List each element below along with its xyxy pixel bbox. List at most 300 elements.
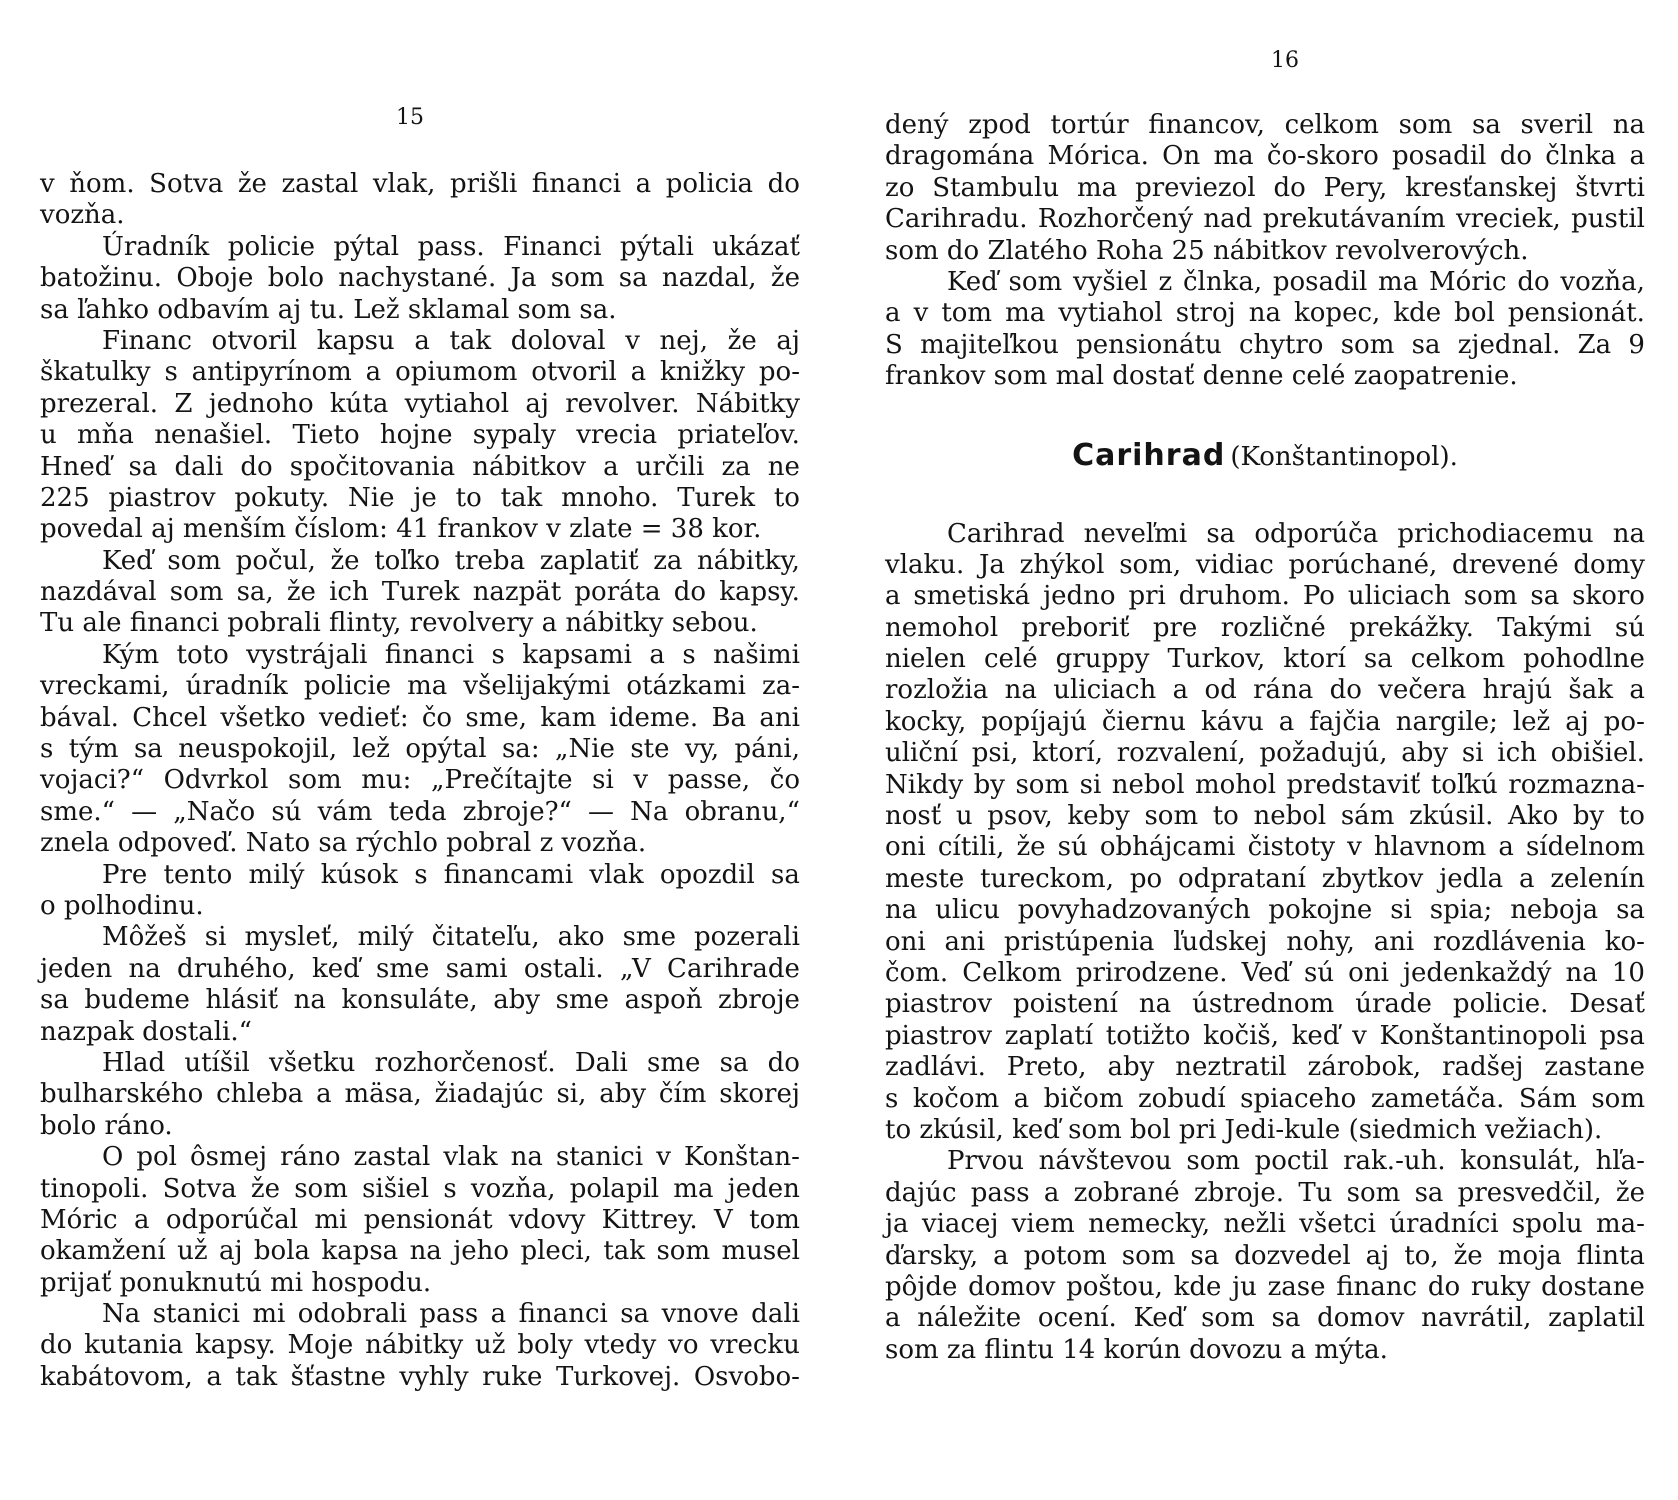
word: už bbox=[177, 1236, 208, 1267]
word: neztratil bbox=[1175, 1052, 1287, 1083]
word: dali bbox=[174, 451, 224, 482]
word: ňom. bbox=[69, 169, 135, 199]
word: oni bbox=[885, 832, 926, 863]
word: Rozhorčený bbox=[1037, 204, 1194, 235]
word: zase bbox=[1267, 1271, 1326, 1302]
word: „Nie bbox=[554, 734, 615, 765]
word: tortúr bbox=[1050, 110, 1129, 140]
word: bičom bbox=[1043, 1083, 1124, 1114]
word: Celkom bbox=[962, 957, 1062, 988]
word: dostane bbox=[1541, 1271, 1645, 1302]
word: ma bbox=[1005, 298, 1046, 329]
word: aby bbox=[1401, 738, 1449, 769]
word: 9 bbox=[1628, 329, 1645, 360]
word: ani bbox=[1373, 926, 1415, 957]
word: celkom bbox=[1284, 110, 1379, 140]
word: jednoho bbox=[208, 388, 314, 419]
word: nemecky, bbox=[1088, 1209, 1211, 1240]
text-line bbox=[885, 675, 1645, 706]
word: člnka bbox=[1545, 141, 1617, 172]
word: vytiahol bbox=[1058, 298, 1163, 329]
word: revolver. bbox=[565, 388, 680, 419]
text-line bbox=[40, 828, 800, 859]
word: ani bbox=[759, 702, 800, 733]
word: kapsy. bbox=[719, 577, 800, 608]
word: gruppy bbox=[1055, 644, 1150, 675]
text-line-content: frankov som mal dostať denne celé zaopatrenie. bbox=[885, 361, 1518, 392]
word: kde bbox=[1173, 1271, 1222, 1302]
word: zametáča. bbox=[1370, 1083, 1505, 1114]
word: vidiac bbox=[1195, 549, 1274, 580]
word: Mórica. bbox=[1047, 141, 1149, 172]
text-line bbox=[885, 1241, 1645, 1272]
text-line bbox=[885, 707, 1645, 738]
word: 10 bbox=[1611, 957, 1645, 988]
word: zbytkov bbox=[1321, 863, 1424, 894]
word: tak bbox=[500, 482, 543, 513]
word: sme bbox=[555, 985, 610, 1016]
text-line bbox=[40, 1174, 800, 1205]
word: našimi bbox=[713, 639, 800, 670]
word: a bbox=[1498, 832, 1514, 863]
word: kam bbox=[540, 702, 597, 733]
text-line-content: to zkúsil, keď som bol pri Jedi-kule (siedmich vežiach). bbox=[885, 1114, 1603, 1145]
word: som bbox=[1015, 769, 1070, 800]
word: s bbox=[164, 357, 178, 388]
word: policie bbox=[303, 671, 392, 702]
text-line bbox=[40, 546, 800, 577]
text-line bbox=[885, 864, 1645, 895]
word: vyhly bbox=[399, 1361, 469, 1392]
word: som bbox=[1121, 1240, 1176, 1271]
word: že bbox=[727, 325, 757, 356]
word: Keď bbox=[947, 266, 998, 297]
text-line bbox=[40, 357, 800, 388]
word: okamžení bbox=[40, 1236, 166, 1267]
word: Keď bbox=[1133, 1303, 1185, 1334]
text-line bbox=[885, 204, 1645, 235]
word: sme bbox=[376, 953, 430, 984]
word: financ bbox=[1336, 1271, 1418, 1302]
word: som bbox=[1463, 581, 1518, 612]
word: po- bbox=[758, 357, 800, 388]
word: kúta bbox=[329, 388, 389, 419]
word: — bbox=[131, 796, 158, 827]
word: že bbox=[330, 545, 360, 576]
word: Úradník bbox=[102, 231, 210, 262]
word: na bbox=[1612, 518, 1645, 549]
word: ideme. bbox=[609, 702, 699, 733]
word: sú bbox=[271, 796, 302, 827]
text-line bbox=[40, 1236, 800, 1267]
word: navrátil, bbox=[1421, 1303, 1532, 1334]
word: rak.-uh. bbox=[1343, 1146, 1446, 1177]
word: On bbox=[1162, 141, 1201, 172]
word: si bbox=[204, 922, 227, 953]
word: už bbox=[475, 1330, 506, 1361]
word: celkom bbox=[1410, 644, 1506, 675]
word: počul, bbox=[235, 545, 316, 576]
text-line-content: bolo ráno. bbox=[40, 1110, 173, 1141]
text-line bbox=[885, 581, 1645, 612]
word: sa bbox=[1471, 110, 1501, 140]
word: zastal bbox=[353, 1142, 431, 1173]
text-line bbox=[40, 1142, 800, 1173]
word: mäsa, bbox=[344, 1079, 422, 1110]
word: pol bbox=[136, 1142, 177, 1173]
word: nad bbox=[1203, 204, 1253, 235]
word: psov, bbox=[987, 801, 1053, 832]
word: sami bbox=[445, 953, 508, 984]
word: vlak bbox=[589, 859, 644, 890]
word: poistení bbox=[1013, 989, 1118, 1020]
word: hojne bbox=[379, 420, 453, 451]
word: Financ bbox=[102, 325, 192, 356]
word: lež bbox=[1512, 706, 1551, 737]
word: a bbox=[649, 639, 665, 670]
word: to bbox=[455, 482, 482, 513]
word: odporúča bbox=[1254, 518, 1379, 549]
text-line-content: som za flintu 14 korún dovozu a mýta. bbox=[885, 1334, 1388, 1365]
word: jedla bbox=[1439, 863, 1504, 894]
word: ostali. bbox=[523, 953, 604, 984]
text-line bbox=[40, 671, 800, 702]
word: ma bbox=[407, 671, 448, 702]
word: pristúpenia bbox=[1003, 926, 1155, 957]
word: s bbox=[40, 734, 54, 765]
word: všetci bbox=[1299, 1209, 1376, 1240]
word: že bbox=[250, 1173, 280, 1204]
word: som bbox=[656, 1236, 711, 1267]
word: a bbox=[1172, 675, 1189, 706]
word: kočiš, bbox=[1203, 1020, 1280, 1051]
word: v bbox=[656, 1142, 671, 1173]
text-line bbox=[40, 200, 800, 231]
word: financami bbox=[443, 859, 574, 890]
word: vlak, bbox=[372, 169, 436, 199]
text-line bbox=[885, 236, 1645, 267]
word: ja bbox=[885, 1209, 909, 1240]
word: otvoril bbox=[211, 325, 298, 356]
word: zadlávi. bbox=[885, 1052, 986, 1083]
word: Môžeš bbox=[102, 922, 187, 953]
word: totižto bbox=[1105, 1020, 1191, 1051]
word: nazdával bbox=[40, 577, 157, 608]
word: pass bbox=[970, 1177, 1030, 1208]
word: sa bbox=[1530, 581, 1560, 612]
word: — bbox=[588, 796, 615, 827]
word: Turkovej. bbox=[555, 1361, 681, 1392]
word: Ja bbox=[510, 263, 537, 294]
word: dragomána bbox=[885, 141, 1035, 172]
word: pokojne bbox=[1268, 895, 1373, 926]
word: za bbox=[653, 545, 683, 576]
word: pre bbox=[1152, 612, 1198, 643]
text-line bbox=[40, 1268, 800, 1299]
word: Pery, bbox=[1323, 172, 1388, 203]
word: druhého, bbox=[177, 953, 296, 984]
word: pozerali bbox=[694, 922, 800, 953]
word: porúchané, bbox=[1288, 549, 1438, 580]
word: pensionátu bbox=[1076, 329, 1222, 360]
word: piastrov bbox=[885, 989, 993, 1020]
word: kde bbox=[1393, 298, 1442, 329]
text-line bbox=[40, 326, 800, 357]
text-line bbox=[885, 832, 1645, 863]
word: vo bbox=[668, 1330, 699, 1361]
word: sme.“ bbox=[40, 796, 115, 827]
text-line bbox=[885, 330, 1645, 361]
word: lež bbox=[352, 734, 390, 765]
word: rozdlávenia bbox=[1433, 926, 1586, 957]
word: zjednal. bbox=[1457, 329, 1561, 360]
text-line bbox=[40, 922, 800, 953]
word: konsuláte, bbox=[341, 985, 478, 1016]
word: piastrov bbox=[108, 482, 216, 513]
word: a bbox=[603, 451, 619, 482]
word: na bbox=[1612, 110, 1645, 140]
word: Hneď bbox=[40, 451, 112, 482]
text-line bbox=[40, 703, 800, 734]
word: škatulky bbox=[40, 357, 151, 388]
word: sypaly bbox=[472, 420, 556, 451]
word: chytro bbox=[1238, 329, 1324, 360]
section-heading-title: Carihrad bbox=[1072, 437, 1226, 473]
word: jedenkaždý bbox=[1402, 957, 1552, 988]
word: to, bbox=[1404, 1240, 1439, 1271]
word: ulicu bbox=[935, 895, 1000, 926]
text-line bbox=[40, 232, 800, 263]
word: na bbox=[409, 1236, 442, 1267]
word: u bbox=[40, 420, 57, 451]
word: popíjajú bbox=[981, 706, 1087, 737]
word: aj bbox=[525, 388, 549, 419]
word: obišiel. bbox=[1550, 738, 1645, 769]
word: aj bbox=[218, 1236, 243, 1267]
word: prišli bbox=[449, 169, 518, 199]
text-line bbox=[885, 1335, 1645, 1366]
word: do bbox=[1499, 141, 1533, 172]
word: do bbox=[1517, 266, 1550, 297]
word: nosť bbox=[885, 801, 942, 832]
word: oni bbox=[1348, 957, 1389, 988]
word: psa bbox=[1599, 1020, 1645, 1051]
word: nebol bbox=[1111, 769, 1185, 800]
word: konsulát, bbox=[1460, 1146, 1581, 1177]
word: fajčia bbox=[1309, 706, 1381, 737]
word: pass. bbox=[417, 231, 485, 262]
word: Nábitky bbox=[695, 388, 800, 419]
word: vojaci?“ bbox=[40, 765, 145, 796]
word: som bbox=[288, 765, 342, 796]
word: som bbox=[550, 263, 605, 294]
word: neveľmi bbox=[1083, 518, 1188, 549]
word: Nikdy bbox=[885, 769, 964, 800]
text-line-content: nazpak dostali.“ bbox=[40, 1016, 252, 1047]
word: tom bbox=[941, 298, 993, 329]
word: Konštantinopoli bbox=[1379, 1020, 1587, 1051]
text-line-content: sa ľahko odbavím aj tu. Lež sklamal som sa. bbox=[40, 294, 617, 325]
word: policia bbox=[665, 169, 754, 199]
word: tinopoli. bbox=[40, 1173, 149, 1204]
word: predstaviť bbox=[1286, 769, 1421, 800]
word: Po bbox=[1302, 581, 1335, 612]
word: Preto, bbox=[1006, 1052, 1087, 1083]
word: milý bbox=[248, 859, 305, 890]
word: stanici bbox=[555, 1142, 644, 1173]
word: ľudskej bbox=[1173, 926, 1268, 957]
word: jeden bbox=[727, 1173, 800, 1204]
word: v bbox=[633, 765, 649, 796]
word: stanici bbox=[152, 1299, 240, 1330]
word: ktorí, bbox=[1032, 738, 1103, 769]
word: nábitky, bbox=[697, 545, 800, 576]
word: aspoň bbox=[624, 985, 703, 1016]
text-line bbox=[40, 169, 800, 200]
word: kapsu bbox=[316, 325, 395, 356]
word: si bbox=[592, 765, 614, 796]
text-block-before-heading bbox=[885, 110, 1645, 393]
word: rána bbox=[1253, 675, 1314, 706]
word: a bbox=[993, 1240, 1009, 1271]
word: vdovy bbox=[508, 1204, 586, 1235]
word: čom. bbox=[885, 957, 949, 988]
word: Moje bbox=[287, 1330, 354, 1361]
word: financi bbox=[384, 639, 475, 670]
word: dozvedel bbox=[1234, 1240, 1351, 1271]
text-line bbox=[40, 1362, 800, 1393]
word: si bbox=[1079, 769, 1102, 800]
word: nazdal, bbox=[661, 263, 757, 294]
word: sa bbox=[133, 734, 163, 765]
word: zhýkol bbox=[1019, 549, 1105, 580]
word: Tieto bbox=[292, 420, 360, 451]
word: passe, bbox=[667, 765, 751, 796]
text-line bbox=[885, 1146, 1645, 1177]
word: O bbox=[102, 1142, 124, 1173]
word: kutania bbox=[84, 1330, 184, 1361]
word: vreciek, bbox=[1455, 204, 1561, 235]
word: preboriť bbox=[1021, 612, 1130, 643]
word: a bbox=[885, 581, 901, 612]
word: skoro bbox=[1572, 581, 1645, 612]
word: do bbox=[673, 577, 707, 608]
word: priateľov. bbox=[677, 420, 800, 451]
word: Pre bbox=[102, 859, 148, 890]
word: z bbox=[1158, 266, 1173, 297]
word: posadil bbox=[1272, 266, 1368, 297]
word: ko- bbox=[1604, 926, 1645, 957]
word: batožinu. bbox=[40, 263, 163, 294]
word: a bbox=[635, 169, 652, 199]
word: spia; bbox=[1429, 895, 1493, 926]
word: chleba bbox=[216, 1079, 304, 1110]
word: poráta bbox=[574, 577, 661, 608]
word: policie bbox=[227, 231, 315, 262]
word: policie. bbox=[1452, 989, 1549, 1020]
word: s bbox=[491, 639, 505, 670]
word: vreckami, bbox=[40, 671, 170, 702]
word: „Prečítajte bbox=[431, 765, 573, 796]
word: prichodiacemu bbox=[1397, 518, 1594, 549]
word: jeden bbox=[40, 953, 113, 984]
text-line bbox=[885, 927, 1645, 958]
word: som bbox=[1346, 1177, 1401, 1208]
word: si bbox=[1461, 738, 1484, 769]
word: úradníci bbox=[1389, 1209, 1499, 1240]
text-line bbox=[885, 173, 1645, 204]
word: Móric bbox=[1428, 266, 1507, 297]
text-line bbox=[40, 954, 800, 985]
word: Za bbox=[1577, 329, 1612, 360]
word: celé bbox=[983, 644, 1038, 675]
text-line bbox=[40, 797, 800, 828]
word: som bbox=[167, 545, 222, 576]
word: viacej bbox=[921, 1209, 999, 1240]
word: ústrednom bbox=[1192, 989, 1335, 1020]
text-line bbox=[885, 1209, 1645, 1240]
word: Kým bbox=[102, 639, 160, 670]
word: teda bbox=[388, 796, 447, 827]
text-line bbox=[885, 1115, 1645, 1146]
word: si, bbox=[556, 1079, 587, 1110]
word: prezeral. bbox=[40, 388, 159, 419]
word: rozličné bbox=[1220, 612, 1326, 643]
word: pokuty. bbox=[234, 482, 330, 513]
word: odobrali bbox=[297, 1299, 407, 1330]
word: že bbox=[286, 577, 316, 608]
word: na bbox=[293, 985, 326, 1016]
word: neuspokojil, bbox=[178, 734, 338, 765]
word: aby bbox=[599, 1079, 647, 1110]
word: odporúčal bbox=[165, 1204, 299, 1235]
word: kapsa bbox=[321, 1236, 399, 1267]
word: u bbox=[955, 801, 973, 832]
text-block-after-heading bbox=[885, 519, 1645, 1367]
word: po bbox=[1129, 863, 1163, 894]
word: domov bbox=[1317, 1303, 1405, 1334]
word: Carihrade bbox=[667, 953, 800, 984]
word: sme bbox=[647, 1047, 701, 1078]
word: tento bbox=[163, 859, 233, 890]
word: otázkami bbox=[626, 671, 746, 702]
word: kocky, bbox=[885, 706, 967, 737]
word: páni, bbox=[734, 734, 800, 765]
word: v bbox=[40, 169, 55, 199]
word: cítili, bbox=[937, 832, 1005, 863]
word: sa bbox=[128, 451, 158, 482]
word: oni bbox=[885, 926, 926, 957]
word: V bbox=[713, 1204, 733, 1235]
text-line bbox=[40, 1330, 800, 1361]
text-line bbox=[885, 1303, 1645, 1334]
text-line-content: prijať ponuknutú mi hospodu. bbox=[40, 1267, 432, 1298]
text-line bbox=[885, 613, 1645, 644]
word: odpratаní bbox=[1178, 863, 1306, 894]
word: by bbox=[973, 769, 1005, 800]
word: sa bbox=[771, 859, 800, 890]
word: do bbox=[1329, 675, 1362, 706]
word: opozdil bbox=[659, 859, 755, 890]
word: ma bbox=[1213, 141, 1254, 172]
word: stroj bbox=[1175, 298, 1236, 329]
text-line bbox=[40, 1017, 800, 1048]
word: ani bbox=[944, 926, 986, 957]
word: zárobok, bbox=[1307, 1052, 1422, 1083]
word: „V bbox=[619, 953, 651, 984]
word: na bbox=[885, 895, 918, 926]
word: a bbox=[133, 1204, 150, 1235]
